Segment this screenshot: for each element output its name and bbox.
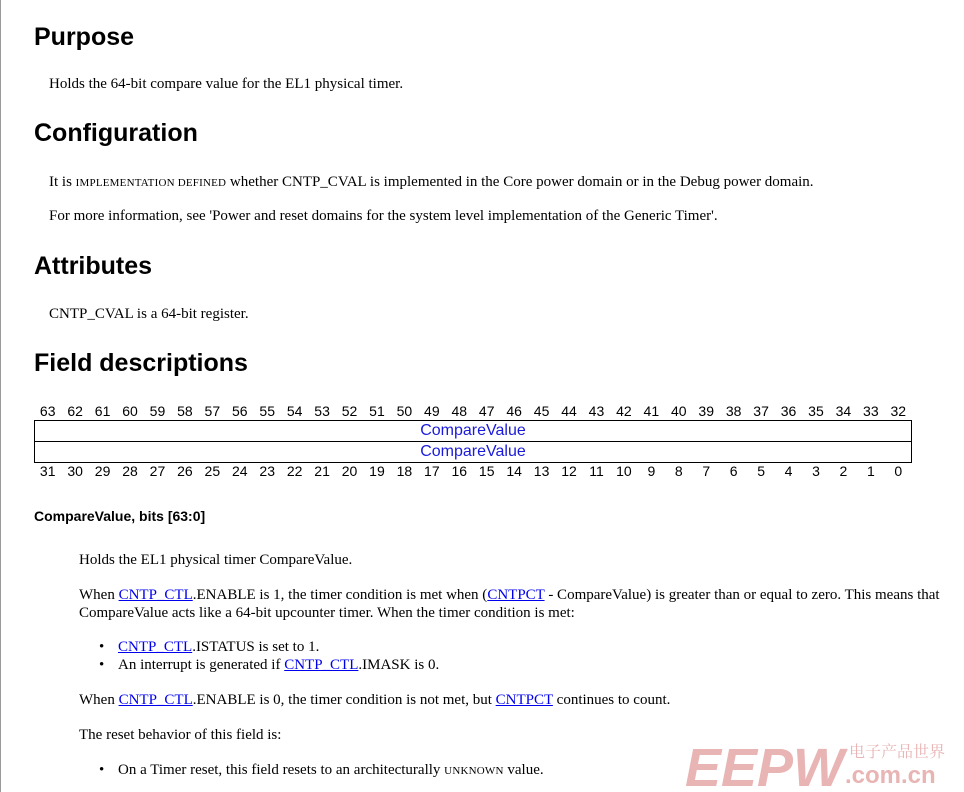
bit-number: 49 xyxy=(424,403,440,419)
bit-number: 20 xyxy=(341,463,358,479)
bit-number: 14 xyxy=(506,463,522,479)
cntp-ctl-link[interactable]: CNTP_CTL xyxy=(118,587,193,603)
purpose-heading: Purpose xyxy=(34,23,135,51)
cntp-ctl-link[interactable]: CNTP_CTL xyxy=(118,692,193,708)
timer-condition-list xyxy=(118,638,439,674)
bit-number: 24 xyxy=(231,463,248,479)
bit-number: 33 xyxy=(863,403,879,419)
implementation-defined-term: IMPLEMENTATION DEFINED xyxy=(75,177,227,189)
bit-number: 52 xyxy=(341,403,358,419)
reset-behavior-list xyxy=(118,761,544,780)
bit-number: 39 xyxy=(698,403,715,419)
upper-bit-numbers xyxy=(34,403,912,419)
bit-number: 15 xyxy=(478,463,495,479)
bit-number: 3 xyxy=(812,463,820,479)
unknown-term: UNKNOWN xyxy=(444,765,504,777)
bit-number: 58 xyxy=(177,403,193,419)
cntpct-link[interactable]: CNTPCT xyxy=(487,587,545,603)
bit-number: 36 xyxy=(780,403,797,419)
watermark-cn: 电子产品世界 xyxy=(849,742,946,761)
bit-number: 54 xyxy=(286,403,303,419)
watermark-domain: .com.cn xyxy=(845,762,936,789)
eepw-watermark-logo xyxy=(683,737,964,792)
compare-value-p2-line2: CompareValue acts like a 64-bit upcounter timer. When the timer condition is met: xyxy=(79,605,575,621)
bit-number: 29 xyxy=(94,463,111,479)
bit-number: 45 xyxy=(533,403,550,419)
lower-bit-numbers xyxy=(34,463,912,479)
bit-number: 48 xyxy=(451,403,468,419)
bit-number: 34 xyxy=(835,403,852,419)
bit-number: 0 xyxy=(894,463,903,479)
cntp-ctl-link[interactable]: CNTP_CTL xyxy=(284,657,359,673)
bit-number: 50 xyxy=(396,403,413,419)
register-upper-field xyxy=(34,420,912,442)
bit-number: 53 xyxy=(314,403,330,419)
configuration-line1: It is IMPLEMENTATION DEFINED whether CNTP_CVAL is implemented in the Core power domain or in the Debug power domain. xyxy=(49,174,814,190)
attributes-heading: Attributes xyxy=(34,252,153,280)
page-left-rule xyxy=(0,0,1,792)
configuration-line2: For more information, see 'Power and reset domains for the system level implementation of the Generic Timer'. xyxy=(49,208,718,224)
bit-number: 9 xyxy=(647,463,656,479)
bit-number: 44 xyxy=(561,403,577,419)
bit-number: 43 xyxy=(588,403,605,419)
bit-number: 10 xyxy=(616,463,632,479)
bit-number: 12 xyxy=(561,463,577,479)
bit-number: 16 xyxy=(451,463,468,479)
bit-number: 27 xyxy=(149,463,166,479)
bit-number: 17 xyxy=(424,463,440,479)
bit-number: 30 xyxy=(67,463,83,479)
bit-number: 46 xyxy=(506,403,522,419)
bit-number: 55 xyxy=(259,403,276,419)
bit-number: 47 xyxy=(478,403,495,419)
bit-number: 42 xyxy=(616,403,632,419)
cntp-ctl-link[interactable]: CNTP_CTL xyxy=(118,639,193,655)
compare-value-p2-line1: When CNTP_CTL.ENABLE is 1, the timer condition is met when (CNTPCT - CompareValue) is greater than or equal to zero. This means that xyxy=(79,587,940,603)
compare-value-heading: CompareValue, bits [63:0] xyxy=(34,508,206,524)
bit-number: 1 xyxy=(866,463,875,479)
bit-number: 7 xyxy=(702,463,711,479)
bit-number: 2 xyxy=(839,463,848,479)
compare-value-p3: When CNTP_CTL.ENABLE is 0, the timer condition is not met, but CNTPCT continues to count. xyxy=(79,692,671,708)
bit-number: 18 xyxy=(396,463,413,479)
configuration-heading: Configuration xyxy=(34,119,198,147)
bit-number: 8 xyxy=(674,463,683,479)
bit-number: 28 xyxy=(122,463,138,479)
compare-value-p4: The reset behavior of this field is: xyxy=(79,727,282,743)
bit-number: 4 xyxy=(784,463,793,479)
bit-number: 60 xyxy=(122,403,138,419)
bit-number: 19 xyxy=(369,463,385,479)
list-item: • On a Timer reset, this field resets to an architecturally UNKNOWN value. xyxy=(118,761,544,780)
bit-number: 32 xyxy=(890,403,907,419)
attributes-text: CNTP_CVAL is a 64-bit register. xyxy=(49,306,249,322)
bit-number: 37 xyxy=(753,403,769,419)
bit-number: 59 xyxy=(149,403,166,419)
purpose-text: Holds the 64-bit compare value for the EL1 physical timer. xyxy=(49,76,404,92)
bit-number: 25 xyxy=(204,463,221,479)
bit-number: 41 xyxy=(643,403,660,419)
bit-number: 56 xyxy=(231,403,248,419)
list-item: • An interrupt is generated if CNTP_CTL.IMASK is 0. xyxy=(118,656,439,674)
compare-value-p1: Holds the EL1 physical timer CompareValue. xyxy=(79,552,353,568)
bit-number: 38 xyxy=(725,403,742,419)
bit-number: 63 xyxy=(39,403,56,419)
bit-number: 13 xyxy=(533,463,550,479)
compare-value-upper-label[interactable]: CompareValue xyxy=(420,422,526,439)
bit-number: 31 xyxy=(39,463,56,479)
bit-number: 26 xyxy=(177,463,193,479)
register-lower-field xyxy=(34,441,912,463)
bit-number: 23 xyxy=(259,463,276,479)
list-item: • CNTP_CTL.ISTATUS is set to 1. xyxy=(118,638,439,656)
bit-number: 62 xyxy=(67,403,83,419)
bit-number: 61 xyxy=(94,403,111,419)
bit-number: 40 xyxy=(670,403,687,419)
cntpct-link[interactable]: CNTPCT xyxy=(495,692,553,708)
bit-number: 57 xyxy=(204,403,221,419)
field-descriptions-heading: Field descriptions xyxy=(34,349,248,377)
bit-number: 6 xyxy=(729,463,738,479)
compare-value-lower-label[interactable]: CompareValue xyxy=(420,443,526,460)
bit-number: 22 xyxy=(286,463,303,479)
bit-number: 21 xyxy=(314,463,330,479)
watermark-brand: EEPW xyxy=(685,738,845,792)
bit-number: 35 xyxy=(808,403,824,419)
bit-number: 5 xyxy=(757,463,765,479)
bit-number: 51 xyxy=(369,403,385,419)
bit-number: 11 xyxy=(589,463,604,479)
